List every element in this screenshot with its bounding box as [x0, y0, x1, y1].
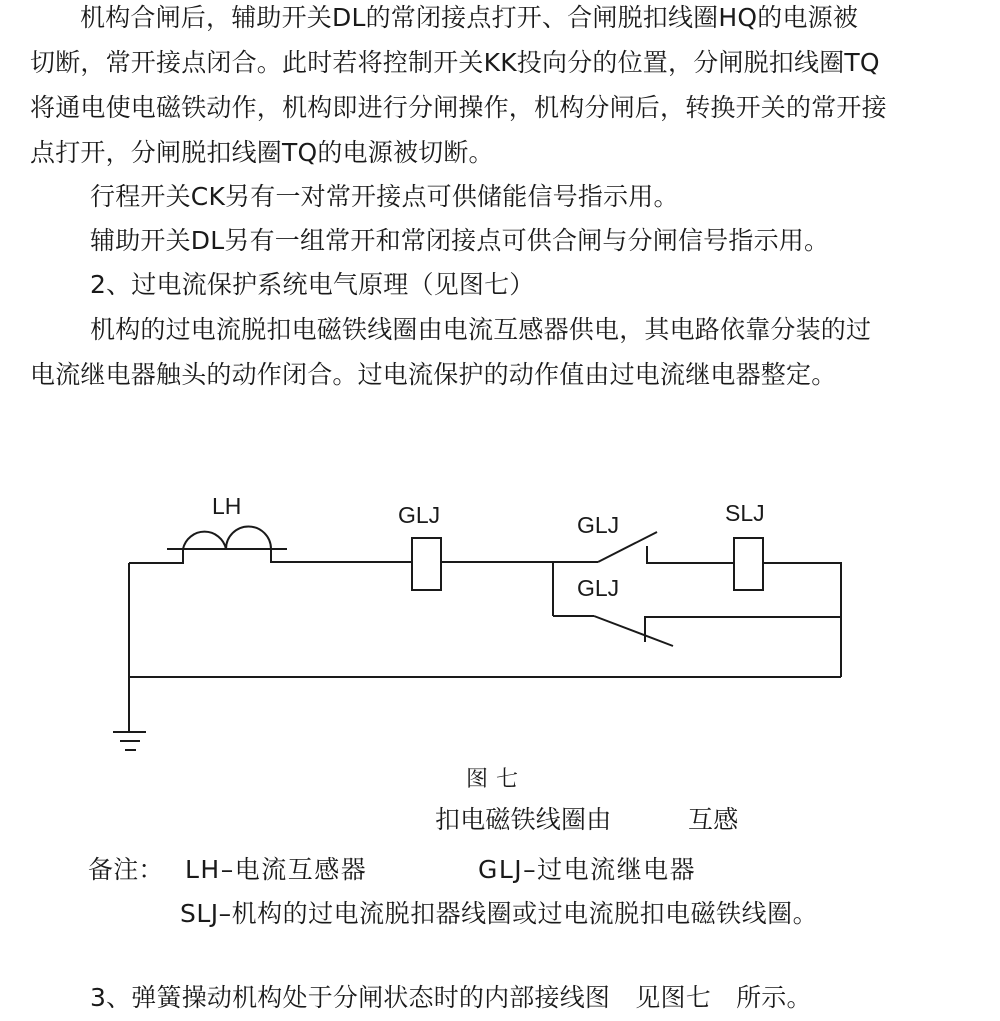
trip-coil-slj: [734, 538, 763, 590]
paragraph-1-line-2: 切断，常开接点闭合。此时若将控制开关KK投向分的位置，分闸脱扣线圈TQ: [30, 48, 880, 77]
lower-contact-fixed: [645, 617, 841, 642]
section-3-text: 3、弹簧操动机构处于分闸状态时的内部接线图 见图七 所示。: [90, 983, 812, 1012]
section-2-heading: 2、过电流保护系统电气原理（见图七）: [90, 270, 535, 299]
stray-text-left: 扣电磁铁线圈由: [435, 805, 612, 834]
figure-caption: 图七: [466, 767, 527, 792]
label-glj-coil: GLJ: [398, 502, 441, 528]
paragraph-4-line-1: 机构的过电流脱扣电磁铁线圈由电流互感器供电，其电路依靠分装的过: [90, 315, 872, 344]
label-glj-contact-lower: GLJ: [577, 575, 620, 601]
note-glj: GLJ–过电流继电器: [478, 855, 697, 884]
notes-prefix: 备注：: [88, 855, 164, 884]
ct-winding: [183, 527, 271, 549]
note-lh: LH–电流互感器: [185, 855, 368, 884]
paragraph-1-line-3: 将通电使电磁铁动作，机构即进行分闸操作，机构分闸后，转换开关的常开接: [30, 93, 887, 122]
upper-contact-fixed: [647, 546, 734, 563]
wire-ct-to-relay: [271, 549, 412, 562]
wire-top-left: [129, 549, 183, 563]
paragraph-2: 行程开关CK另有一对常开接点可供储能信号指示用。: [90, 182, 679, 211]
note-slj: SLJ–机构的过电流脱扣器线圈或过电流脱扣电磁铁线圈。: [180, 899, 819, 928]
label-slj: SLJ: [725, 500, 765, 526]
paragraph-4-line-2: 电流继电器触头的动作闭合。过电流保护的动作值由过电流继电器整定。: [30, 360, 837, 389]
paragraph-1-line-1: 机构合闸后，辅助开关DL的常闭接点打开、合闸脱扣线圈HQ的电源被: [80, 3, 859, 32]
stray-text-right: 互感: [688, 805, 739, 834]
relay-coil-glj: [412, 538, 441, 590]
wire-slj-right: [763, 563, 841, 677]
lower-contact-blade: [594, 616, 673, 646]
label-glj-contact-upper: GLJ: [577, 512, 620, 538]
ground-icon: [113, 732, 146, 750]
current-transformer-symbol: [167, 527, 287, 549]
paragraph-3: 辅助开关DL另有一组常开和常闭接点可供合闸与分闸信号指示用。: [90, 226, 830, 255]
label-lh: LH: [212, 493, 242, 519]
paragraph-1-line-4: 点打开，分闸脱扣线圈TQ的电源被切断。: [30, 138, 494, 167]
